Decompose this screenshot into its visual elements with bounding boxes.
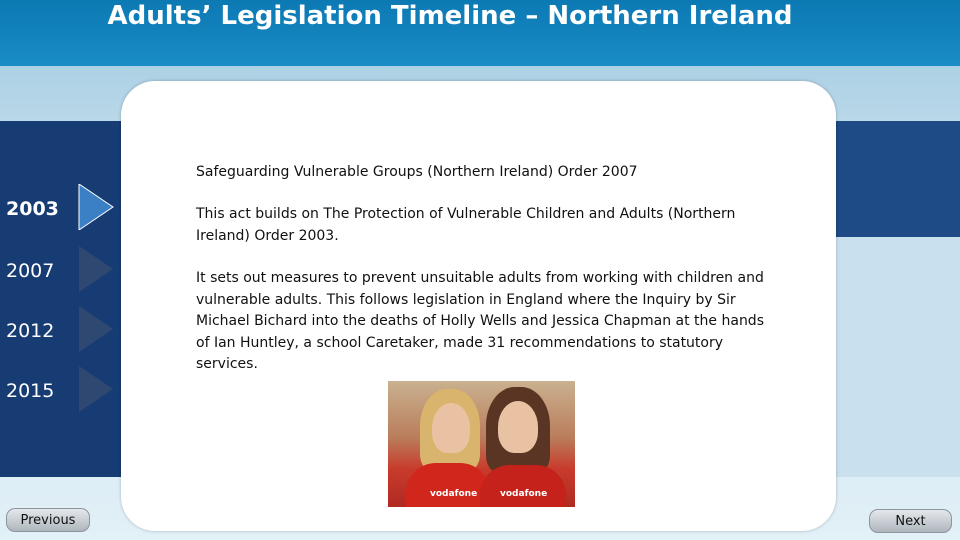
face-left [432, 403, 470, 453]
photo-two-girls [388, 381, 575, 507]
para1-suffix: . [334, 227, 339, 244]
year-label: 2007 [6, 260, 55, 282]
content-card [121, 81, 836, 531]
timeline-item-2007[interactable] [0, 240, 120, 300]
band-right-strip [836, 121, 960, 237]
shirt-right [480, 465, 566, 507]
content-paragraph-2: It sets out measures to prevent unsuitable adults from working with children and vulnerable adults. This follows legislation in England where the Inquiry by Sir Michael Bichard into the deaths of Holly Wells and Jessica Chapman at the hands of Ian Huntley, a school Caretaker, made 31 recommendations to statutory services. [196, 270, 764, 372]
play-arrow-icon[interactable] [77, 366, 115, 412]
play-arrow-icon[interactable] [77, 246, 115, 292]
title-bar [0, 0, 960, 66]
year-label: 2015 [6, 380, 55, 402]
shirt-sponsor-left: vodafone [430, 489, 478, 499]
timeline-item-2015[interactable] [0, 360, 120, 420]
year-label: 2003 [6, 198, 59, 220]
timeline-item-2003[interactable] [0, 178, 120, 238]
previous-button[interactable]: Previous [6, 508, 90, 532]
play-arrow-icon[interactable] [77, 306, 115, 352]
play-arrow-icon[interactable] [77, 184, 115, 230]
timeline-item-2012[interactable] [0, 300, 120, 360]
shirt-sponsor-right: vodafone [500, 489, 548, 499]
order-2003-reference: The Protection of Vulnerable Children and Adults (Northern Ireland) Order 2003 [196, 206, 736, 244]
next-button[interactable]: Next [869, 509, 952, 533]
para1-prefix: This act builds on [196, 206, 324, 222]
page-title: Adults’ Legislation Timeline – Northern Ireland [107, 1, 793, 31]
content-heading: Safeguarding Vulnerable Groups (Northern Ireland) Order 2007 [196, 164, 638, 180]
content-paragraph-1 [196, 204, 776, 247]
shirt-left [406, 463, 490, 507]
year-label: 2012 [6, 320, 55, 342]
band-right-lower [820, 237, 960, 477]
face-right [498, 401, 538, 453]
